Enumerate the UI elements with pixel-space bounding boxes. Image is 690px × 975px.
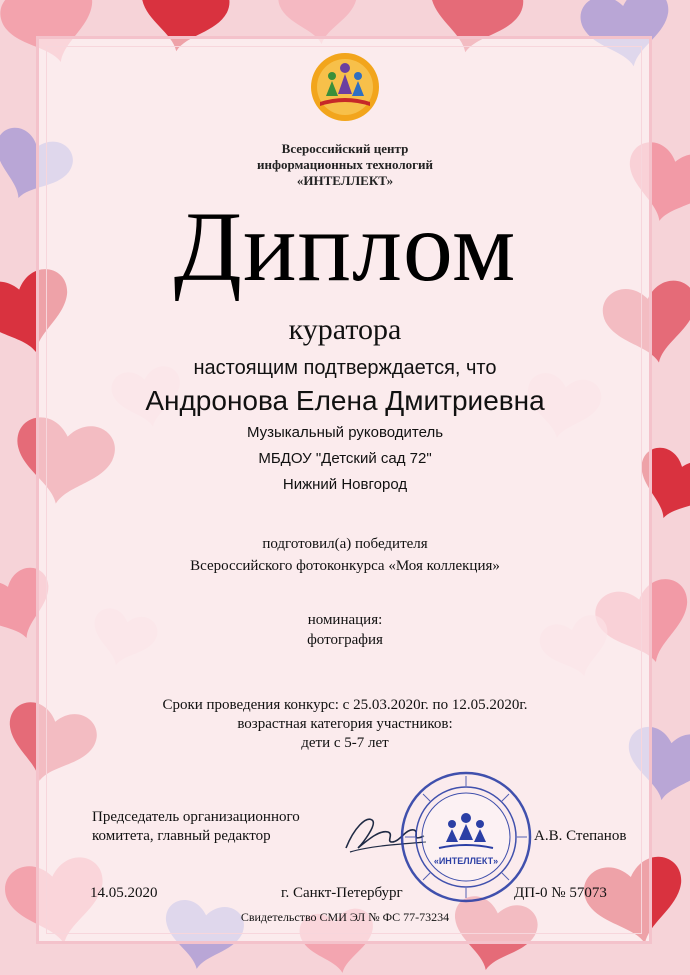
media-certificate: Свидетельство СМИ ЭЛ № ФС 77-73234 — [240, 910, 450, 924]
diploma-title: Диплом — [173, 191, 517, 302]
organization-line-1: Всероссийский центр — [281, 141, 409, 156]
recipient-position: Музыкальный руководитель — [246, 424, 444, 441]
organization-line-2: информационных технологий — [256, 157, 434, 172]
recipient-institution: МБДОУ "Детский сад 72" — [258, 450, 432, 467]
diploma-number: ДП-0 № 57073 — [514, 885, 607, 901]
recipient-name: Андронова Елена Дмитриевна — [145, 385, 545, 416]
organization-line-3: «ИНТЕЛЛЕКТ» — [296, 173, 394, 188]
recipient-city: Нижний Новгород — [282, 476, 408, 493]
contest-dates: Сроки проведения конкурс: с 25.03.2020г. по 12.05.2020г. — [162, 697, 528, 713]
signatory-role-line-2: комитета, главный редактор — [92, 828, 271, 844]
diploma-subtitle: куратора — [288, 313, 402, 346]
intellekt-logo-icon — [308, 50, 382, 124]
age-category-value: дети с 5-7 лет — [301, 735, 389, 751]
organization-stamp-icon — [399, 770, 533, 904]
confirm-text: настоящим подтверждается, что — [193, 357, 497, 379]
stamp-inner-text: «ИНТЕЛЛЕКТ» — [433, 856, 499, 866]
nomination-label: номинация: — [307, 612, 383, 628]
signatory-name: А.В. Степанов — [534, 828, 627, 844]
issue-place: г. Санкт-Петербург — [281, 885, 403, 901]
contest-name: Всероссийского фотоконкурса «Моя коллекция» — [190, 558, 500, 574]
age-category-label: возрастная категория участников: — [237, 716, 453, 732]
issue-date: 14.05.2020 — [90, 885, 158, 901]
signatory-role-line-1: Председатель организационного — [92, 809, 300, 825]
nomination-value: фотография — [307, 632, 383, 648]
prepared-text: подготовил(а) победителя — [262, 536, 428, 552]
